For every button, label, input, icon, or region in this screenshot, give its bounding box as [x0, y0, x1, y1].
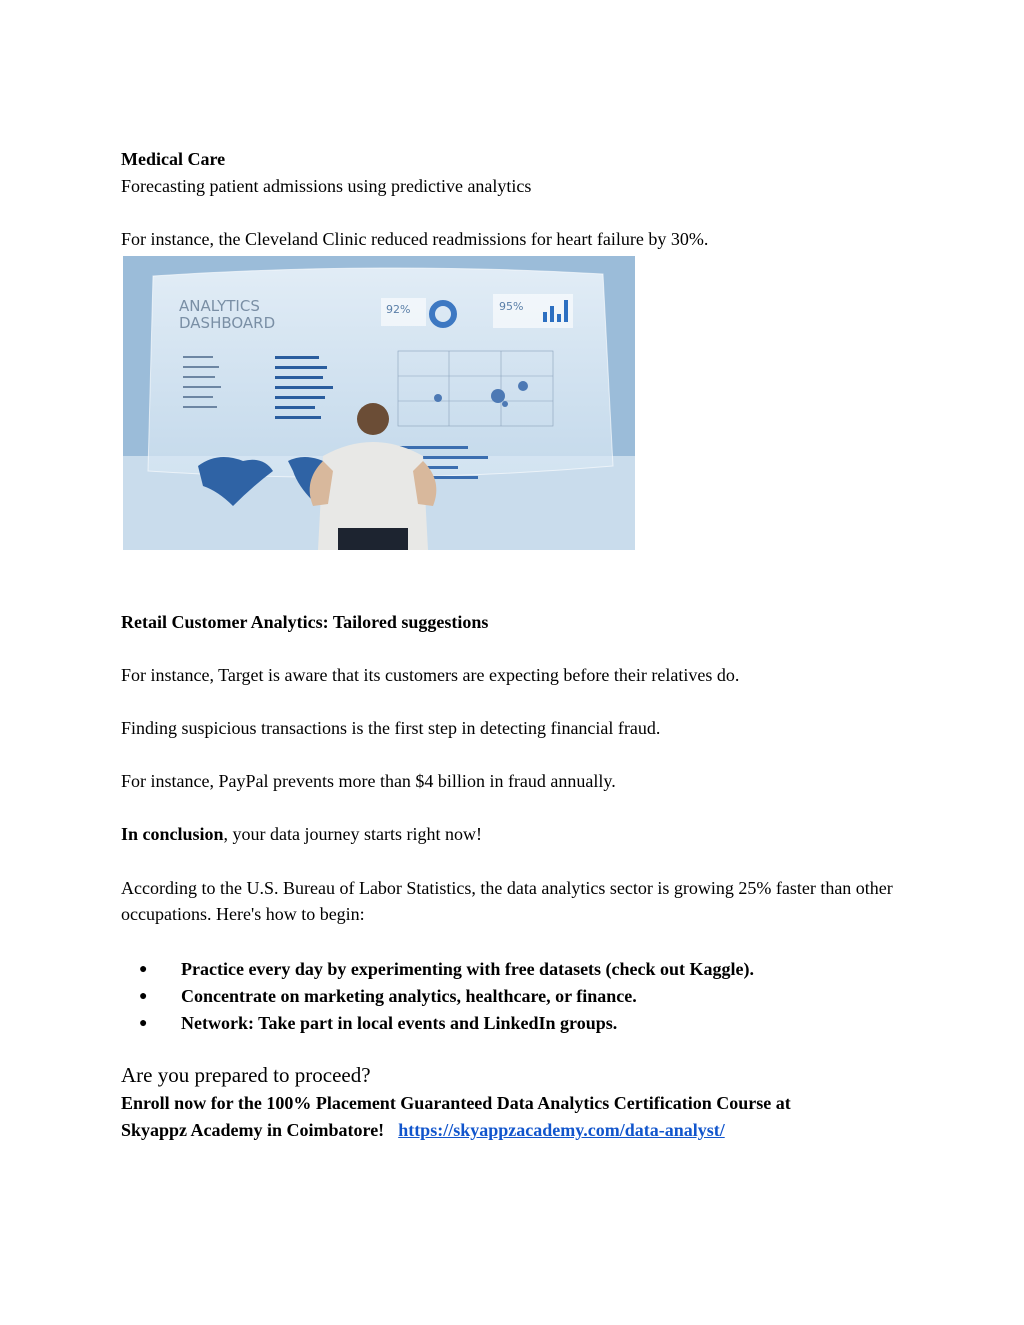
section-heading-medical: Medical Care: [121, 149, 226, 169]
stats-paragraph: According to the U.S. Bureau of Labor Statistics, the data analytics sector is growing 25% faster than other occupations. Here's how to begin:: [121, 878, 893, 924]
fraud-intro: Finding suspicious transactions is the first step in detecting financial fraud.: [121, 718, 661, 738]
bullet-icon: ●: [139, 989, 148, 1004]
enroll-link[interactable]: https://skyappzacademy.com/data-analyst/: [398, 1120, 725, 1140]
bullet-icon: ●: [139, 962, 148, 977]
image-stat-1: 92%: [386, 303, 411, 316]
bullet-icon: ●: [139, 1016, 148, 1031]
list-item: ● Network: Take part in local events and LinkedIn groups.: [121, 1010, 754, 1037]
conclusion-lead: In conclusion: [121, 824, 224, 844]
enroll-line-2-row: [121, 1117, 725, 1143]
medical-example: For instance, the Cleveland Clinic reduced readmissions for heart failure by 30%.: [121, 229, 709, 249]
medical-subtitle: Forecasting patient admissions using predictive analytics: [121, 176, 532, 196]
retail-example: For instance, Target is aware that its customers are expecting before their relatives do.: [121, 665, 740, 685]
image-stat-2: 95%: [499, 300, 524, 313]
list-item: ● Practice every day by experimenting with free datasets (check out Kaggle).: [121, 956, 754, 983]
enroll-line-2: Skyappz Academy in Coimbatore!: [121, 1120, 385, 1140]
fraud-example: For instance, PayPal prevents more than $4 billion in fraud annually.: [121, 771, 616, 791]
tips-list: [121, 956, 754, 1037]
enroll-line-1: Enroll now for the 100% Placement Guaranteed Data Analytics Certification Course at: [121, 1093, 791, 1113]
conclusion-line: [121, 821, 482, 847]
image-title-line1: ANALYTICS: [179, 297, 260, 315]
analytics-dashboard-illustration: [123, 256, 635, 550]
cta-question: Are you prepared to proceed?: [121, 1063, 371, 1087]
section-heading-retail: Retail Customer Analytics: Tailored suggestions: [121, 612, 489, 632]
list-item: ● Concentrate on marketing analytics, healthcare, or finance.: [121, 983, 754, 1010]
image-title-line2: DASHBOARD: [179, 314, 276, 332]
conclusion-rest: , your data journey starts right now!: [223, 824, 482, 844]
analytics-dashboard-image: [123, 256, 635, 550]
